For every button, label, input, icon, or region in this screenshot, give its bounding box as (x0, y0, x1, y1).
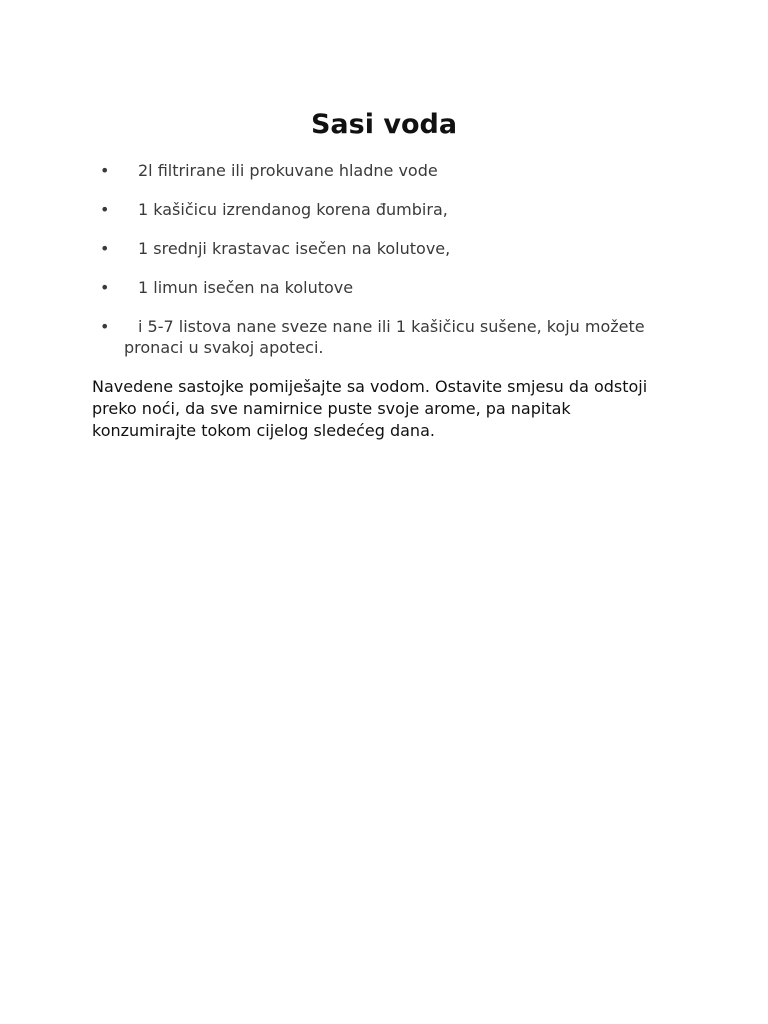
list-item (92, 199, 652, 220)
ingredient-text: 1 limun isečen na kolutove (138, 278, 354, 297)
list-item (92, 316, 652, 358)
ingredient-text: i 5-7 listova nane sveze nane ili 1 kašičicu sušene, koju možete pronaci u svakoj apoteci. (124, 317, 645, 357)
list-item (92, 238, 652, 259)
page-title: Sasi voda (310, 109, 458, 140)
bullet-icon: • (100, 278, 110, 297)
instructions-paragraph: Navedene sastojke pomiješajte sa vodom. Ostavite smjesu da odstoji preko noći, da sve namirnice puste svoje arome, pa napitak konzumirajte tokom cijelog sledećeg dana. (92, 377, 648, 440)
list-item (92, 277, 652, 298)
ingredient-text: 1 srednji krastavac isečen na kolutove, (138, 239, 451, 258)
ingredient-text: 2l filtrirane ili prokuvane hladne vode (138, 161, 438, 180)
bullet-icon: • (100, 239, 110, 258)
list-item (92, 160, 652, 181)
bullet-icon: • (100, 200, 110, 219)
bullet-icon: • (100, 317, 110, 336)
ingredient-text: 1 kašičicu izrendanog korena đumbira, (138, 200, 448, 219)
ingredient-list (92, 160, 652, 376)
bullet-icon: • (100, 161, 110, 180)
